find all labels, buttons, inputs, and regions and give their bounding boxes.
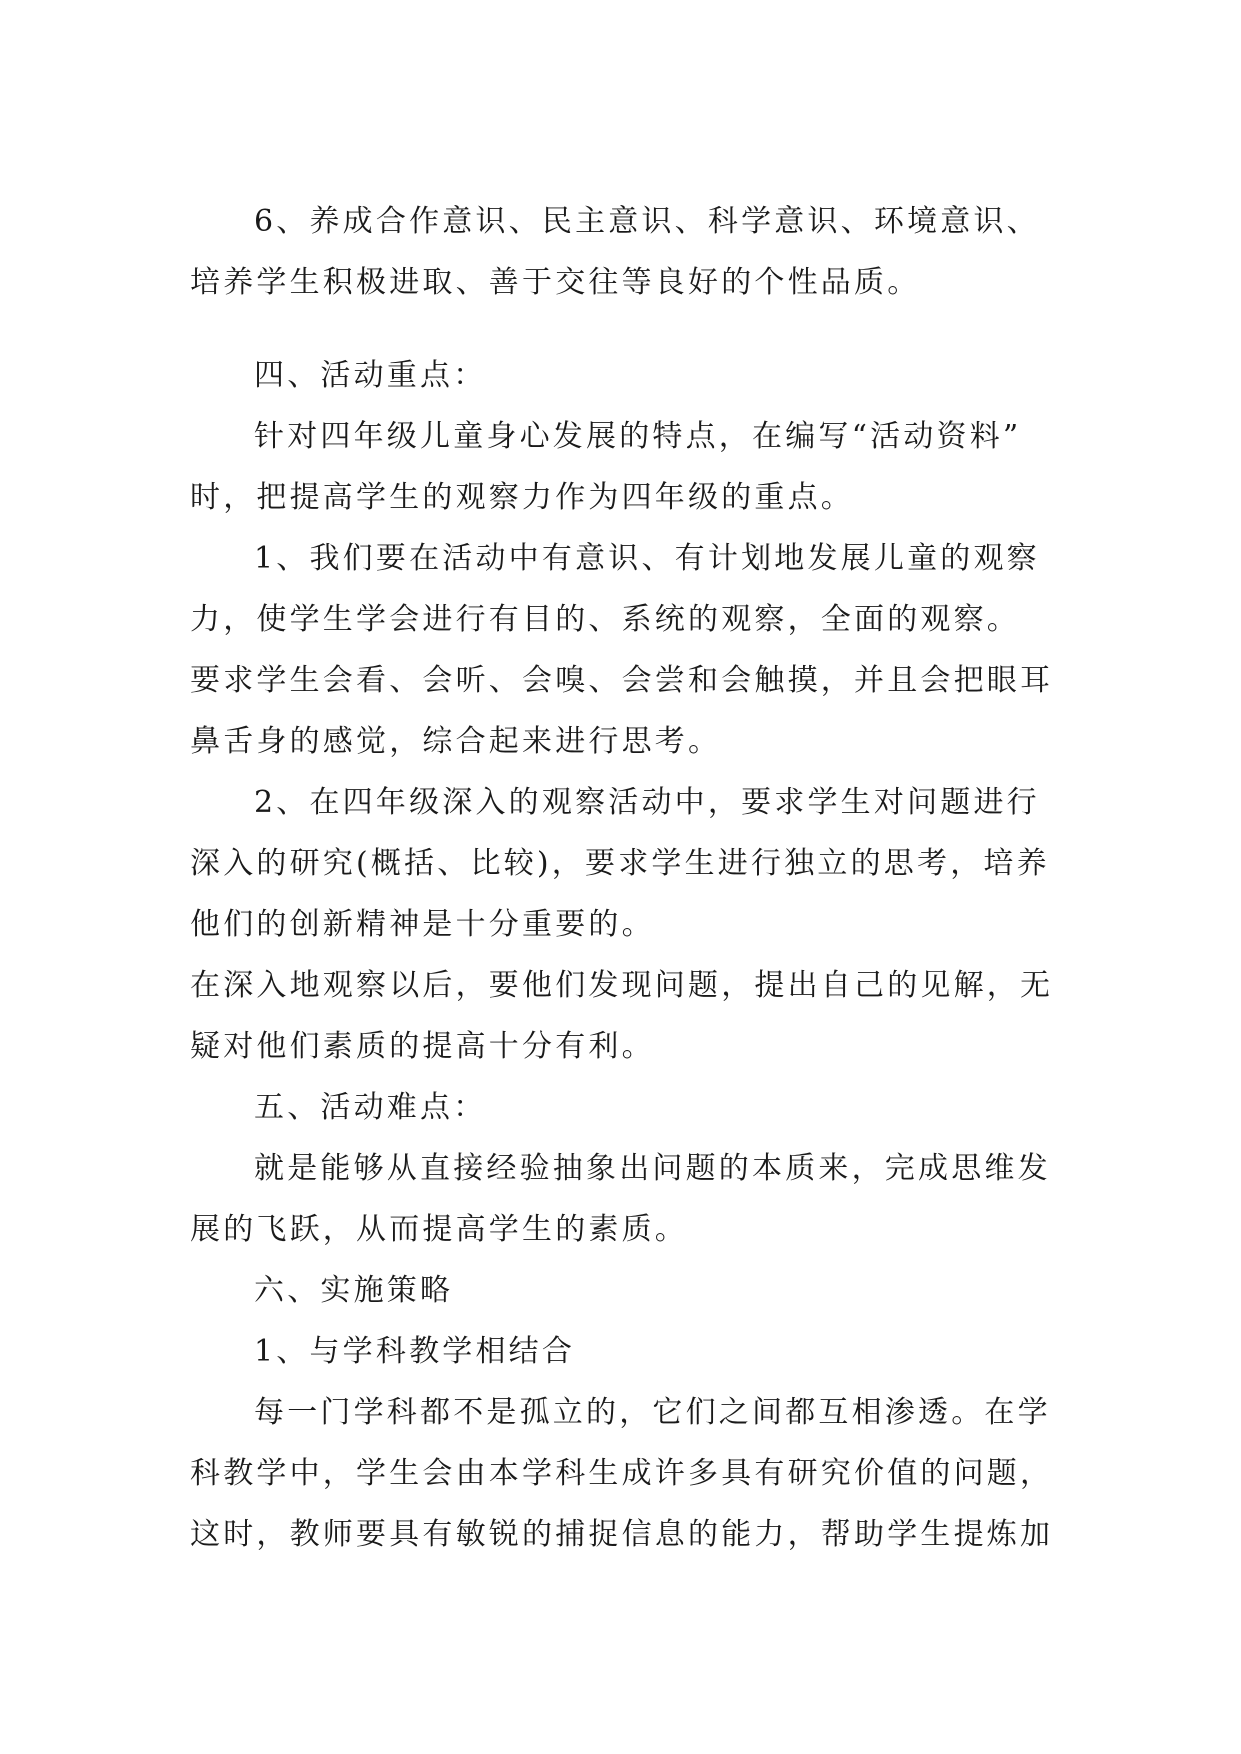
section-heading-five: 五、活动难点： — [254, 1090, 487, 1125]
paragraph-block-one — [190, 191, 1050, 313]
text-line: 力，使学生学会进行有目的、系统的观察，全面的观察。 — [190, 602, 1020, 637]
paragraph-block-two — [190, 345, 1054, 1565]
text-line: 1、我们要在活动中有意识、有计划地发展儿童的观察 — [254, 541, 1040, 576]
text-line: 2、在四年级深入的观察活动中，要求学生对问题进行 — [254, 785, 1040, 820]
subsection-heading: 1、与学科教学相结合 — [254, 1334, 576, 1369]
text-line: 这时，教师要具有敏锐的捕捉信息的能力，帮助学生提炼加 — [190, 1517, 1054, 1552]
section-heading-four: 四、活动重点： — [254, 358, 487, 393]
text-line: 每一门学科都不是孤立的，它们之间都互相渗透。在学 — [254, 1395, 1051, 1430]
text-line: 疑对他们素质的提高十分有利。 — [190, 1029, 655, 1064]
text-line: 深入的研究(概括、比较)，要求学生进行独立的思考，培养 — [190, 846, 1050, 881]
text-line: 科教学中，学生会由本学科生成许多具有研究价值的问题， — [190, 1456, 1054, 1491]
text-line: 要求学生会看、会听、会嗅、会尝和会触摸，并且会把眼耳 — [190, 663, 1054, 698]
text-line: 时，把提高学生的观察力作为四年级的重点。 — [190, 480, 854, 515]
text-line: 针对四年级儿童身心发展的特点，在编写“活动资料” — [254, 419, 1022, 454]
text-line: 在深入地观察以后，要他们发现问题，提出自己的见解，无 — [190, 968, 1054, 1003]
section-heading-six: 六、实施策略 — [254, 1273, 454, 1308]
text-line: 培养学生积极进取、善于交往等良好的个性品质。 — [190, 265, 921, 300]
text-line: 他们的创新精神是十分重要的。 — [190, 907, 655, 942]
text-line: 展的飞跃，从而提高学生的素质。 — [190, 1212, 688, 1247]
text-line: 鼻舌身的感觉，综合起来进行思考。 — [190, 724, 722, 759]
text-line: 6、养成合作意识、民主意识、科学意识、环境意识、 — [254, 204, 1040, 239]
text-line: 就是能够从直接经验抽象出问题的本质来，完成思维发 — [254, 1151, 1051, 1186]
